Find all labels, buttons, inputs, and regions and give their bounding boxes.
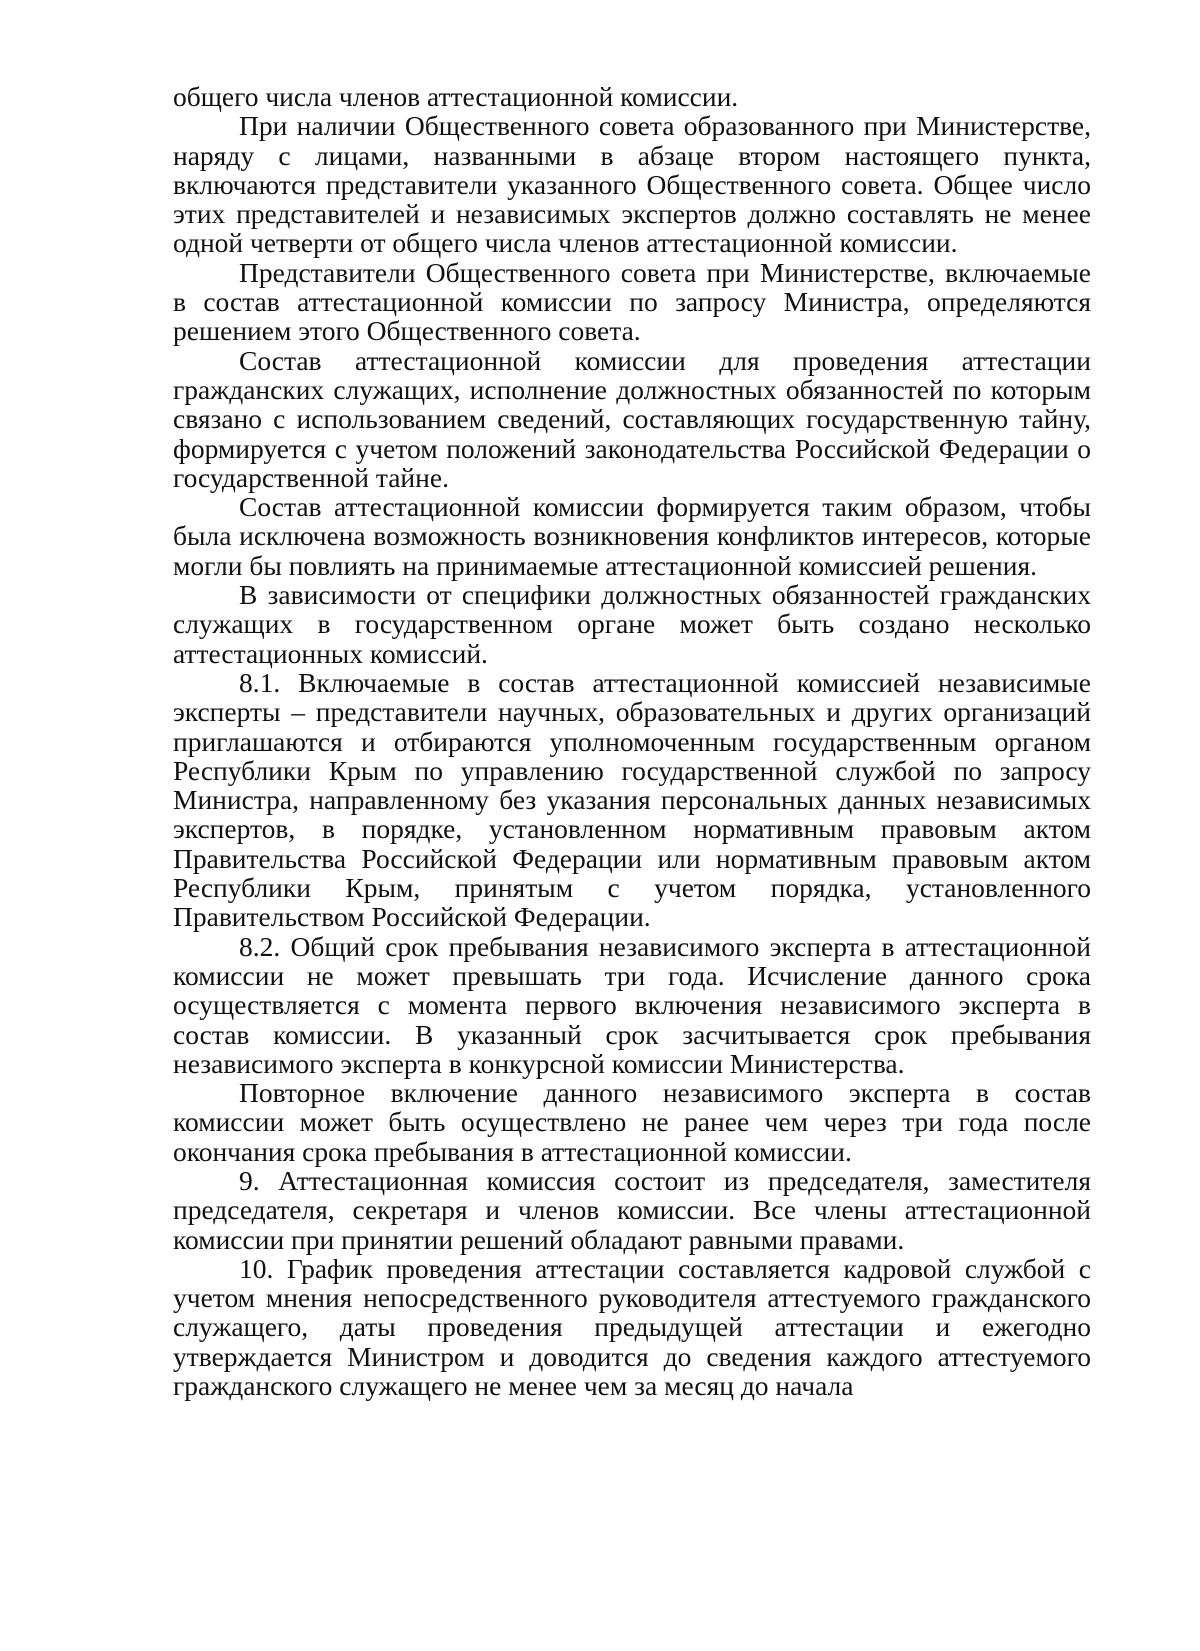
paragraph-3: Представители Общественного совета при Министерстве, включаемые в состав аттестационной комиссии по запросу Министра, определяются решением этого Общественного совета. [173, 256, 1091, 347]
paragraph-8-2: 8.2. Общий срок пребывания независимого эксперта в аттестационной комиссии не может превышать три года. Исчисление данного срока осуществляется с момента первого включения независимого эксперта в состав комиссии. В указанный срок засчитывается срок пребывания независимого эксперта в конкурсной комиссии Министерства. [173, 930, 1091, 1079]
paragraph-2: При наличии Общественного совета образованного при Министерстве, наряду с лицами, названными в абзаце втором настоящего пункта, включаются представители указанного Общественного совета. Общее число этих представителей и независимых экспертов должно составлять не менее одной четверти от общего числа членов аттестационной комиссии. [173, 110, 1091, 259]
paragraph-4: Состав аттестационной комиссии для проведения аттестации гражданских служащих, исполнение должностных обязанностей по которым связано с использованием сведений, составляющих государственную тайну, формируется с учетом положений законодательства Российской Федерации о государственной тайне. [173, 344, 1091, 493]
paragraph-8-2-repeat-inclusion: Повторное включение данного независимого эксперта в состав комиссии может быть осуществлено не ранее чем через три года после окончания срока пребывания в аттестационной комиссии. [173, 1077, 1091, 1167]
paragraph-10: 10. График проведения аттестации составляется кадровой службой с учетом мнения непосредственного руководителя аттестуемого гражданского служащего, даты проведения предыдущей аттестации и ежегодно утверждается Министром и доводится до сведения каждого аттестуемого гражданского служащего не менее чем за месяц до начала [173, 1252, 1091, 1402]
document-page [173, 82, 1091, 1400]
paragraph-6: В зависимости от специфики должностных обязанностей гражданских служащих в государственном органе может быть создано несколько аттестационных комиссий. [173, 579, 1091, 669]
paragraph-1: общего числа членов аттестационной комиссии. [173, 81, 739, 112]
paragraph-8-1: 8.1. Включаемые в состав аттестационной комиссией независимые эксперты – представители научных, образовательных и других организаций приглашаются и отбираются уполномоченным государственным органом Республики Крым по управлению государственной службой по запросу Министра, направленному без указания персональных данных независимых экспертов, в порядке, установленном нормативным правовым актом Правительства Российской Федерации или нормативным правовым актом Республики Крым, принятым с учетом порядка, установленного Правительством Российской Федерации. [173, 666, 1091, 933]
paragraph-5: Состав аттестационной комиссии формируется таким образом, чтобы была исключена возможность возникновения конфликтов интересов, которые могли бы повлиять на принимаемые аттестационной комиссией решения. [173, 491, 1091, 581]
paragraph-9: 9. Аттестационная комиссия состоит из председателя, заместителя председателя, секретаря и членов комиссии. Все члены аттестационной комиссии при принятии решений обладают равными правами. [173, 1164, 1091, 1255]
